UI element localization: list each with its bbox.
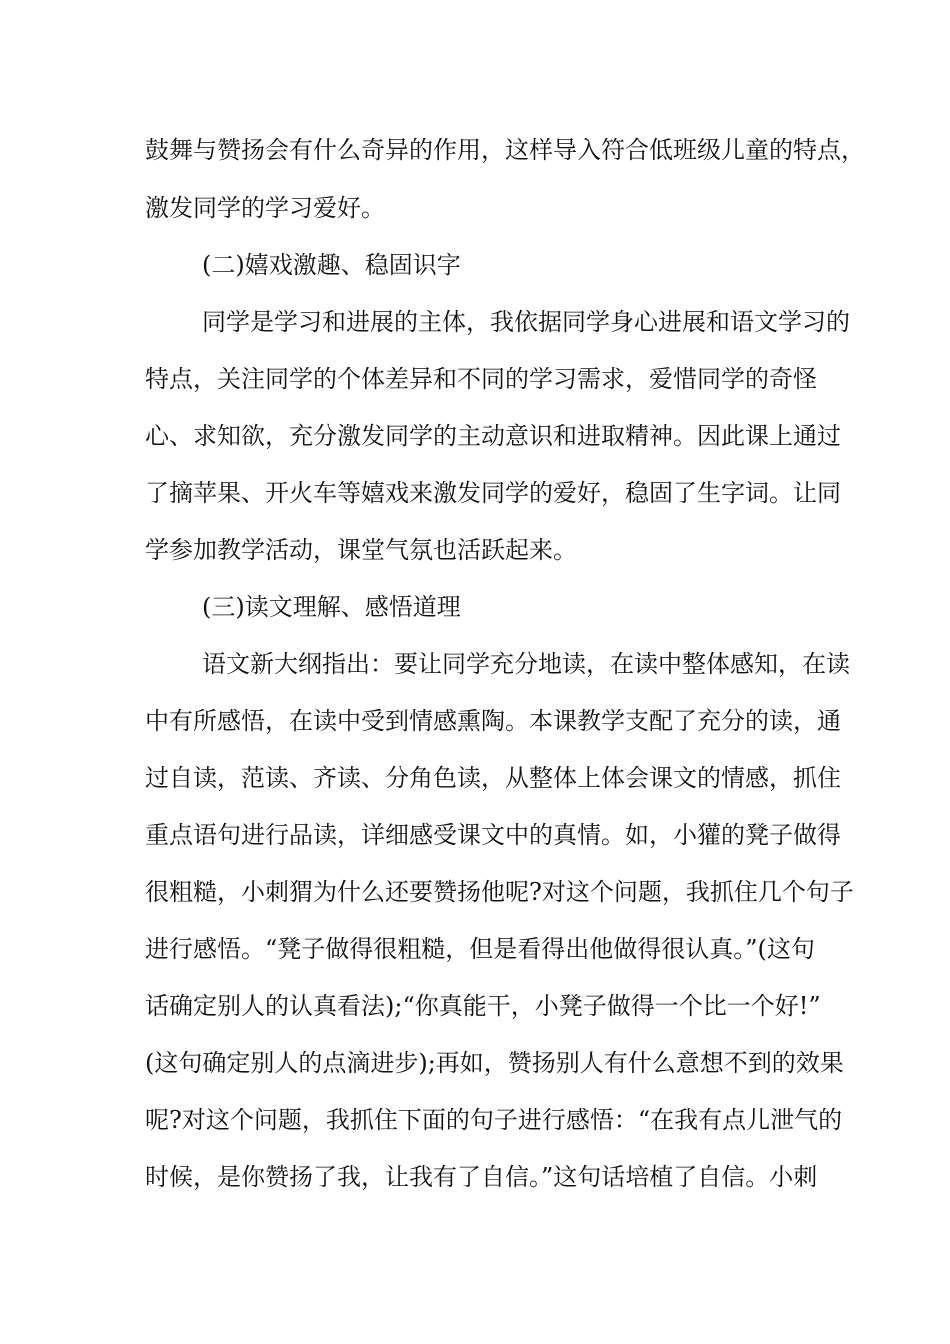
text-line: 语文新大纲指出：要让同学充分地读，在读中整体感知，在读	[202, 650, 850, 678]
text-line: 学参加教学活动，课堂气氛也活跃起来。	[145, 536, 577, 564]
text-line: 激发同学的学习爱好。	[145, 194, 385, 222]
text-line: 话确定别人的认真看法);“你真能干，小凳子做得一个比一个好!”	[145, 992, 821, 1020]
text-line: 重点语句进行品读，详细感受课文中的真情。如，小獾的凳子做得	[145, 821, 841, 849]
section-heading: (三)读文理解、感悟道理	[202, 593, 461, 621]
text-line: 很粗糙，小刺猬为什么还要赞扬他呢?对这个问题，我抓住几个句子	[145, 878, 854, 906]
text-line: 心、求知欲，充分激发同学的主动意识和进取精神。因此课上通过	[145, 422, 841, 450]
text-line: 进行感悟。“凳子做得很粗糙，但是看得出他做得很认真。”(这句	[145, 935, 815, 963]
text-line: 鼓舞与赞扬会有什么奇异的作用，这样导入符合低班级儿童的特点，	[145, 136, 865, 164]
text-line: 呢?对这个问题，我抓住下面的句子进行感悟：“在我有点儿泄气的	[145, 1106, 843, 1134]
text-line: 特点，关注同学的个体差异和不同的学习需求，爱惜同学的奇怪	[145, 365, 817, 393]
text-line: 同学是学习和进展的主体，我依据同学身心进展和语文学习的	[202, 308, 850, 336]
text-line: 了摘苹果、开火车等嬉戏来激发同学的爱好，稳固了生字词。让同	[145, 479, 841, 507]
text-line: 时候，是你赞扬了我，让我有了自信。”这句话培植了自信。小刺	[145, 1163, 818, 1191]
text-line: 中有所感悟，在读中受到情感熏陶。本课教学支配了充分的读，通	[145, 707, 841, 735]
text-line: 过自读，范读、齐读、分角色读，从整体上体会课文的情感，抓住	[145, 764, 841, 792]
text-line: (这句确定别人的点滴进步);再如，赞扬别人有什么意想不到的效果	[145, 1049, 844, 1077]
section-heading: (二)嬉戏激趣、稳固识字	[202, 251, 461, 279]
